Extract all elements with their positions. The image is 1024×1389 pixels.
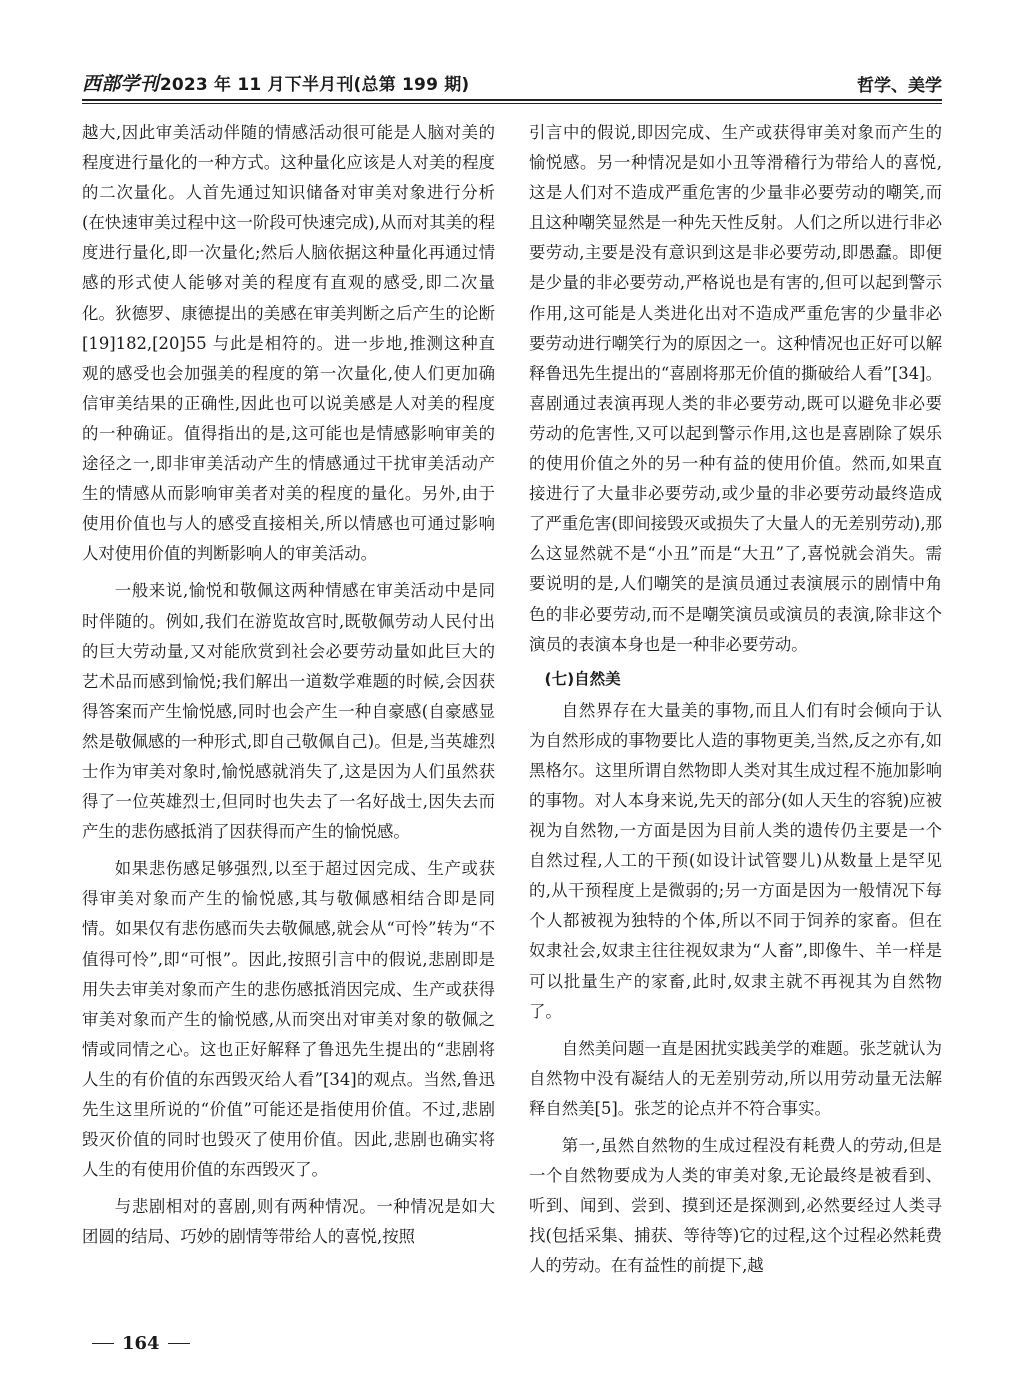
paragraph: 引言中的假说,即因完成、生产或获得审美对象而产生的愉悦感。另一种情况是如小丑等滑稽行为带给人的喜悦,这是人们对不造成严重危害的少量非必要劳动的嘲笑,而且这种嘲笑显然是一种先天性反射。人们之所以进行非必要劳动,主要是没有意识到这是非必要劳动,即愚蠢。即便是少量的非必要劳动,严格说也是有害的,但可以起到警示作用,这可能是人类进化出对不造成严重危害的少量非必要劳动进行嘲笑行为的原因之一。这种情况也正好可以解释鲁迅先生提出的“喜剧将那无价值的撕破给人看”[34]。喜剧通过表演再现人类的非必要劳动,既可以避免非必要劳动的危害性,又可以起到警示作用,这也是喜剧除了娱乐的使用价值之外的另一种有益的使用价值。然而,如果直接进行了大量非必要劳动,或少量的非必要劳动最终造成了严重危害(即间接毁灭或损失了大量人的无差别劳动),那么这显然就不是“小丑”而是“大丑”了,喜悦就会消失。需要说明的是,人们嘲笑的是演员通过表演展示的剧情中角色的非必要劳动,而不是嘲笑演员或演员的表演,除非这个演员的表演本身也是一种非必要劳动。 [529,123,942,654]
section-heading: (七)自然美 [544,669,621,688]
page-footer [92,1333,190,1354]
page-header [82,66,942,96]
footer-dash-left [92,1343,114,1344]
issue-info: 2023 年 11 月下半月刊(总第 199 期) [159,75,470,95]
journal-logo: 西部学刊 [82,73,159,95]
right-column [529,118,942,1318]
paragraph: 如果悲伤感足够强烈,以至于超过因完成、生产或获得审美对象而产生的愉悦感,其与敬佩感相结合即是同情。如果仅有悲伤感而失去敬佩感,就会从“可怜”转为“不值得可怜”,即“可恨”。因此,按照引言中的假说,悲剧即是用失去审美对象而产生的悲伤感抵消因完成、生产或获得审美对象而产生的愉悦感,从而突出对审美对象的敬佩之情或同情之心。这也正好解释了鲁迅先生提出的“悲剧将人生的有价值的东西毁灭给人看”[34]的观点。当然,鲁迅先生这里所说的“价值”可能还是指使用价值。不过,悲剧毁灭价值的同时也毁灭了使用价值。因此,悲剧也确实将人生的有使用价值的东西毁灭了。 [82,859,495,1180]
page-number: 164 [122,1333,160,1354]
paragraph: 第一,虽然自然物的生成过程没有耗费人的劳动,但是一个自然物要成为人类的审美对象,无论最终是被看到、听到、闻到、尝到、摸到还是探测到,必然要经过人类寻找(包括采集、捕获、等待等)它的过程,这个过程必然耗费人的劳动。在有益性的前提下,越 [529,1136,942,1276]
paragraph: 与悲剧相对的喜剧,则有两种情况。一种情况是如大团圆的结局、巧妙的剧情等带给人的喜悦,按照 [82,1197,495,1247]
header-rule-thin [82,103,942,104]
left-column [82,118,495,1318]
body-columns [82,118,942,1318]
paragraph: 自然界存在大量美的事物,而且人们有时会倾向于认为自然形成的事物要比人造的事物更美,当然,反之亦有,如黑格尔。这里所谓自然物即人类对其生成过程不施加影响的事物。对人本身来说,先天的部分(如人天生的容貌)应被视为自然物,一方面是因为目前人类的遗传仍主要是一个自然过程,人工的干预(如设计试管婴儿)从数量上是罕见的,从干预程度上是微弱的;另一方面是因为一般情况下每个人都被视为独特的个体,所以不同于饲养的家畜。但在奴隶社会,奴隶主往往视奴隶为“人畜”,即像牛、羊一样是可以批量生产的家畜,此时,奴隶主就不再视其为自然物了。 [529,700,942,1021]
paragraph: 一般来说,愉悦和敬佩这两种情感在审美活动中是同时伴随的。例如,我们在游览故宫时,既敬佩劳动人民付出的巨大劳动量,又对能欣赏到社会必要劳动量如此巨大的艺术品而感到愉悦;我们解出一道数学难题的时候,会因获得答案而产生愉悦感,同时也会产生一种自豪感(自豪感显然是敬佩感的一种形式,即自己敬佩自己)。但是,当英雄烈士作为审美对象时,愉悦感就消失了,这是因为人们虽然获得了一位英雄烈士,但同时也失去了一名好战士,因失去而产生的悲伤感抵消了因获得而产生的愉悦感。 [82,581,495,842]
paragraph: 自然美问题一直是困扰实践美学的难题。张芝就认为自然物中没有凝结人的无差别劳动,所以用劳动量无法解释自然美[5]。张芝的论点并不符合事实。 [529,1038,942,1118]
paragraph: 越大,因此审美活动伴随的情感活动很可能是人脑对美的程度进行量化的一种方式。这种量化应该是人对美的程度的二次量化。人首先通过知识储备对审美对象进行分析(在快速审美过程中这一阶段可快速完成),从而对其美的程度进行量化,即一次量化;然后人脑依据这种量化再通过情感的形式使人能够对美的程度有直观的感受,即二次量化。狄德罗、康德提出的美感在审美判断之后产生的论断[19]182,[20]55 与此是相符的。进一步地,推测这种直观的感受也会加强美的程度的第一次量化,使人们更加确信审美结果的正确性,因此也可以说美感是人对美的程度的一种确证。值得指出的是,这可能也是情感影响审美的途径之一,即非审美活动产生的情感通过干扰审美活动产生的情感从而影响审美者对美的程度的量化。另外,由于使用价值也与人的感受直接相关,所以情感也可通过影响人对使用价值的判断影响人的审美活动。 [82,123,495,564]
journal-issue-line [82,69,469,96]
header-rule-thick [82,99,942,101]
section-title: 哲学、美学 [857,76,942,96]
footer-dash-right [168,1343,190,1344]
